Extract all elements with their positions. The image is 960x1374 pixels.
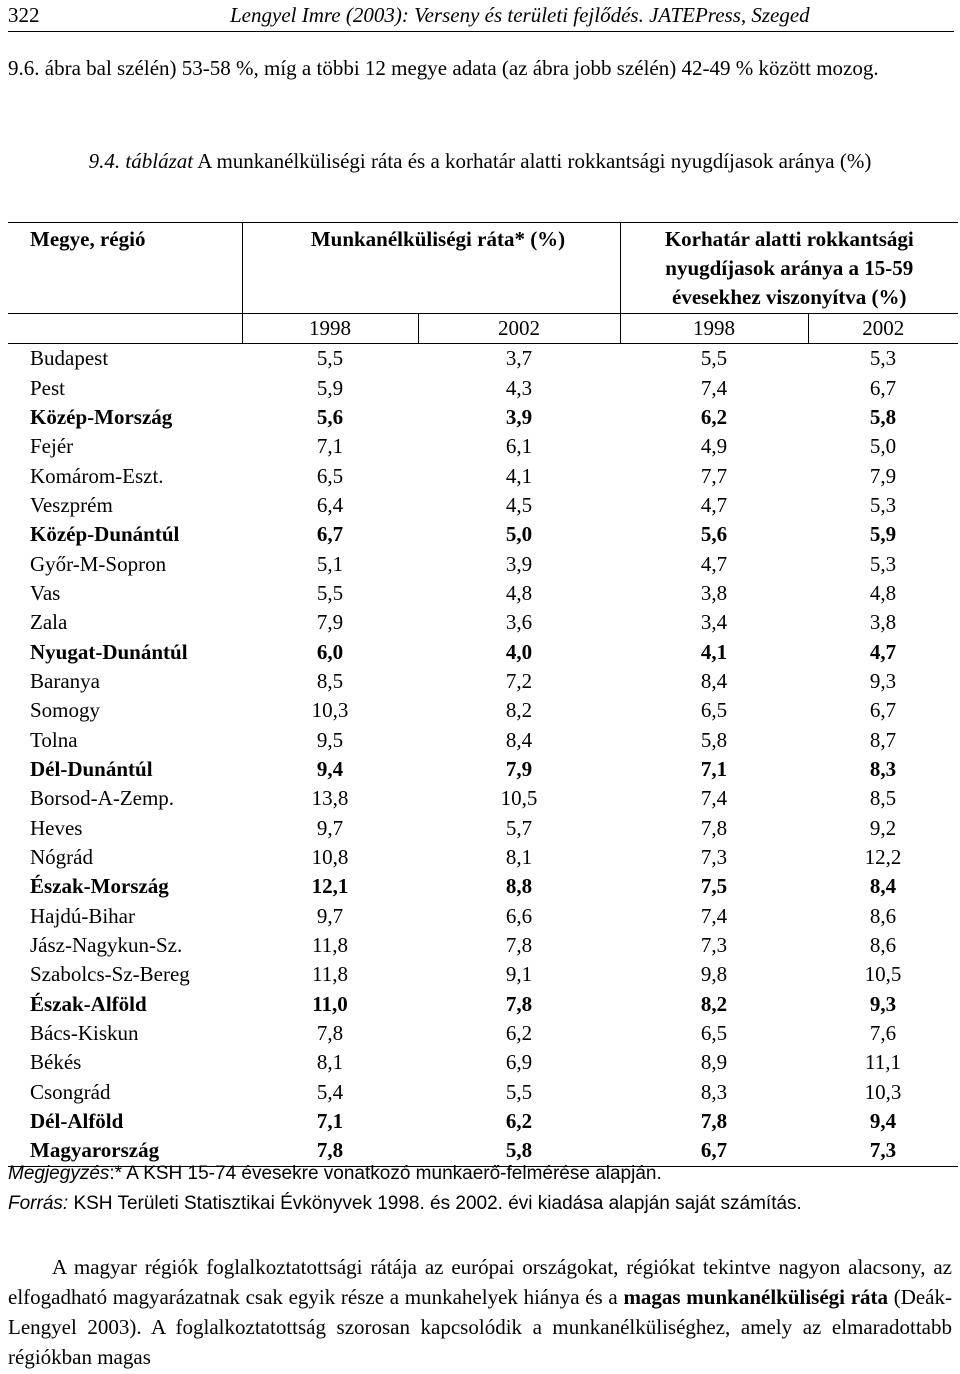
row-value: 7,9 [316, 610, 344, 635]
row-value: 7,1 [700, 757, 728, 782]
row-name: Budapest [30, 346, 109, 371]
row-name: Dél-Dunántúl [30, 757, 153, 782]
table-row [8, 638, 958, 667]
row-name: Jász-Nagykun-Sz. [30, 933, 183, 958]
row-value: 4,1 [700, 639, 728, 664]
row-name: Nyugat-Dunántúl [30, 639, 188, 664]
row-value: 9,7 [316, 903, 344, 928]
note-label: Megjegyzés [8, 1163, 110, 1184]
row-name: Veszprém [30, 493, 113, 518]
row-value: 5,3 [869, 493, 897, 518]
row-value: 5,9 [316, 375, 344, 400]
row-value: 5,5 [316, 581, 344, 606]
row-value: 4,3 [505, 375, 533, 400]
row-value: 10,5 [500, 786, 538, 811]
table-caption [40, 145, 920, 177]
table-row [8, 579, 958, 608]
row-value: 3,6 [505, 610, 533, 635]
page-number: 322 [8, 3, 40, 27]
table-caption-text: A munkanélküliségi ráta és a korhatár alatti rokkantsági nyugdíjasok aránya (%) [193, 149, 872, 173]
row-value: 9,3 [869, 991, 897, 1016]
row-name: Tolna [30, 727, 78, 752]
row-value: 9,3 [869, 669, 897, 694]
row-value: 7,3 [700, 845, 728, 870]
row-name: Hajdú-Bihar [30, 903, 135, 928]
table-row [8, 403, 958, 432]
row-value: 7,3 [808, 1136, 958, 1166]
row-name: Győr-M-Sopron [30, 551, 167, 576]
row-value: 5,3 [869, 346, 897, 371]
row-value: 7,8 [700, 815, 728, 840]
table-row [8, 814, 958, 843]
row-value: 6,2 [505, 1021, 533, 1046]
row-value: 9,2 [869, 815, 897, 840]
row-value: 4,9 [700, 434, 728, 459]
table-row [8, 755, 958, 784]
data-table [8, 222, 958, 1167]
source-text: KSH Területi Statisztikai Évkönyvek 1998. és 2002. évi kiadása alapján saját számítás. [68, 1193, 802, 1214]
table-row [8, 696, 958, 725]
row-value: 7,1 [316, 1109, 344, 1134]
row-name: Észak-Alföld [30, 991, 147, 1016]
row-value: 11,1 [865, 1050, 901, 1075]
row-value: 5,0 [869, 434, 897, 459]
row-value: 10,5 [864, 962, 902, 987]
table-row [8, 550, 958, 579]
row-value: 7,8 [505, 933, 533, 958]
table-header-row [8, 223, 958, 314]
row-value: 11,8 [312, 962, 348, 987]
table-row [8, 667, 958, 696]
row-value: 7,8 [242, 1136, 418, 1166]
year-header: 1998 [242, 314, 418, 344]
row-value: 5,6 [700, 522, 728, 547]
row-value: 4,7 [700, 551, 728, 576]
row-value: 6,0 [316, 639, 344, 664]
intro-paragraph: 9.6. ábra bal szélén) 53-58 %, míg a többi 12 megye adata (az ábra jobb szélén) 42-49 % között mozog. [8, 56, 879, 80]
row-value: 8,4 [700, 669, 728, 694]
row-value: 7,8 [700, 1109, 728, 1134]
row-value: 10,3 [311, 698, 349, 723]
row-value: 3,7 [505, 346, 533, 371]
row-value: 10,3 [864, 1079, 902, 1104]
row-value: 7,7 [700, 463, 728, 488]
row-value: 8,4 [505, 727, 533, 752]
table-row [8, 462, 958, 491]
row-value: 9,8 [700, 962, 728, 987]
body-text-part: A magyar régiók foglalkoztatottsági rátája az európai országokat, régiókat tekintve nagyon alacsony, az elfogadható magyarázatnak csak egyik része a munkahelyek hiánya és a [8, 1255, 952, 1309]
row-value: 3,8 [700, 581, 728, 606]
row-value: 4,8 [505, 581, 533, 606]
row-value: 9,7 [316, 815, 344, 840]
row-value: 6,5 [700, 1021, 728, 1046]
table-body [8, 344, 958, 1166]
row-value: 8,5 [316, 669, 344, 694]
row-value: 9,4 [316, 757, 344, 782]
header-rule [8, 31, 954, 32]
row-name: Fejér [30, 434, 74, 459]
year-header: 1998 [620, 314, 808, 344]
row-value: 6,7 [869, 375, 897, 400]
row-value: 6,6 [505, 903, 533, 928]
row-value: 12,1 [311, 874, 349, 899]
row-value: 6,1 [505, 434, 533, 459]
row-value: 7,9 [505, 757, 533, 782]
row-value: 7,8 [505, 991, 533, 1016]
table-row [8, 784, 958, 813]
row-value: 6,5 [316, 463, 344, 488]
table-note [8, 1160, 958, 1188]
row-value: 7,4 [700, 786, 728, 811]
row-value: 4,0 [505, 639, 533, 664]
row-value: 7,6 [869, 1021, 897, 1046]
table-row [8, 931, 958, 960]
row-name: Somogy [30, 698, 101, 723]
row-value: 8,9 [700, 1050, 728, 1075]
row-value: 11,8 [312, 933, 348, 958]
body-paragraph-text [8, 1252, 952, 1372]
table-row [8, 1107, 958, 1136]
row-value: 8,7 [869, 727, 897, 752]
row-value: 4,7 [700, 493, 728, 518]
row-value: 6,9 [505, 1050, 533, 1075]
row-value: 6,7 [869, 698, 897, 723]
row-value: 3,8 [869, 610, 897, 635]
row-name: Szabolcs-Sz-Bereg [30, 962, 190, 987]
table-row [8, 491, 958, 520]
table-row [8, 374, 958, 403]
row-value: 5,5 [700, 346, 728, 371]
row-value: 5,6 [316, 405, 344, 430]
row-name: Magyarország [8, 1136, 242, 1166]
header-disability-line: nyugdíjasok aránya a 15-59 [665, 256, 914, 280]
row-value: 9,1 [505, 962, 533, 987]
table-row [8, 960, 958, 989]
row-value: 7,2 [505, 669, 533, 694]
table-row [8, 843, 958, 872]
header-unemployment: Munkanélküliségi ráta* (%) [242, 223, 620, 314]
row-value: 8,5 [869, 786, 897, 811]
row-value: 8,1 [316, 1050, 344, 1075]
row-value: 8,2 [700, 991, 728, 1016]
row-value: 7,9 [869, 463, 897, 488]
row-value: 11,0 [312, 991, 348, 1016]
year-header: 2002 [418, 314, 620, 344]
row-value: 6,4 [316, 493, 344, 518]
row-value: 6,7 [620, 1136, 808, 1166]
body-paragraph [8, 1252, 952, 1372]
row-value: 5,0 [505, 522, 533, 547]
row-value: 13,8 [311, 786, 349, 811]
row-value: 8,8 [505, 874, 533, 899]
row-value: 4,7 [869, 639, 897, 664]
row-value: 8,3 [700, 1079, 728, 1104]
row-value: 9,5 [316, 727, 344, 752]
header-reference: Lengyel Imre (2003): Verseny és területi fejlődés. JATEPress, Szeged [230, 3, 810, 27]
row-name: Dél-Alföld [30, 1109, 124, 1134]
row-value: 5,8 [700, 727, 728, 752]
row-value: 5,5 [505, 1079, 533, 1104]
row-value: 5,8 [869, 405, 897, 430]
table-row [8, 520, 958, 549]
row-value: 4,5 [505, 493, 533, 518]
table-row [8, 1078, 958, 1107]
table-row [8, 608, 958, 637]
row-value: 8,2 [505, 698, 533, 723]
row-name: Nógrád [30, 845, 93, 870]
table-row [8, 726, 958, 755]
row-name: Pest [30, 375, 66, 400]
row-value: 10,8 [311, 845, 349, 870]
header-disability [620, 223, 958, 314]
row-value: 6,2 [505, 1109, 533, 1134]
row-value: 8,4 [869, 874, 897, 899]
note-text: :* A KSH 15-74 évesekre vonatkozó munkaerő-felmérése alapján. [109, 1163, 662, 1184]
table-row [8, 990, 958, 1019]
row-value: 7,4 [700, 375, 728, 400]
row-value: 7,3 [700, 933, 728, 958]
row-value: 6,7 [316, 522, 344, 547]
row-value: 3,4 [700, 610, 728, 635]
row-value: 6,2 [700, 405, 728, 430]
row-name: Komárom-Eszt. [30, 463, 164, 488]
row-name: Baranya [30, 669, 100, 694]
running-header [8, 0, 952, 30]
table-row [8, 872, 958, 901]
row-value: 9,4 [869, 1109, 897, 1134]
row-name: Békés [30, 1050, 82, 1075]
row-value: 5,7 [505, 815, 533, 840]
row-name: Közép-Dunántúl [30, 522, 180, 547]
row-value: 8,6 [869, 933, 897, 958]
row-value: 4,1 [505, 463, 533, 488]
body-text-part: (Deák-Lengyel 2003). A foglalkoztatottság szorosan kapcsolódik a munkanélküliséghez, amely az elmaradottabb régiókban magas [8, 1285, 952, 1369]
row-value: 6,5 [700, 698, 728, 723]
row-name: Zala [30, 610, 68, 635]
table-row [8, 1048, 958, 1077]
row-value: 5,4 [316, 1079, 344, 1104]
row-value: 5,1 [316, 551, 344, 576]
row-value: 3,9 [505, 405, 533, 430]
row-value: 7,1 [316, 434, 344, 459]
row-value: 8,6 [869, 903, 897, 928]
table-row [8, 902, 958, 931]
row-name: Vas [30, 581, 61, 606]
row-name: Csongrád [30, 1079, 111, 1104]
table-row [8, 432, 958, 461]
row-value: 5,5 [316, 346, 344, 371]
row-value: 5,9 [869, 522, 897, 547]
row-value: 5,3 [869, 551, 897, 576]
row-value: 8,3 [869, 757, 897, 782]
row-value: 12,2 [864, 845, 902, 870]
row-value: 7,5 [700, 874, 728, 899]
row-value: 5,8 [418, 1136, 620, 1166]
header-disability-line: évesekhez viszonyítva (%) [672, 285, 907, 309]
row-value: 4,8 [869, 581, 897, 606]
table-row [8, 1019, 958, 1048]
row-name: Észak-Mország [30, 874, 169, 899]
row-value: 7,4 [700, 903, 728, 928]
header-region: Megye, régió [8, 223, 242, 314]
body-text-bold: magas munkanélküliségi ráta [623, 1285, 889, 1309]
table-row [8, 344, 958, 374]
row-value: 7,8 [316, 1021, 344, 1046]
source-label: Forrás: [8, 1193, 69, 1214]
row-value: 8,1 [505, 845, 533, 870]
row-name: Heves [30, 815, 83, 840]
row-name: Közép-Mország [30, 405, 173, 430]
table-caption-label: 9.4. táblázat [88, 149, 194, 173]
table-source [8, 1190, 958, 1218]
table-year-row [8, 314, 958, 344]
row-name: Borsod-A-Zemp. [30, 786, 175, 811]
year-header: 2002 [808, 314, 958, 344]
row-name: Bács-Kiskun [30, 1021, 139, 1046]
year-blank [8, 314, 242, 344]
row-value: 3,9 [505, 551, 533, 576]
header-disability-line: Korhatár alatti rokkantsági [664, 227, 914, 251]
